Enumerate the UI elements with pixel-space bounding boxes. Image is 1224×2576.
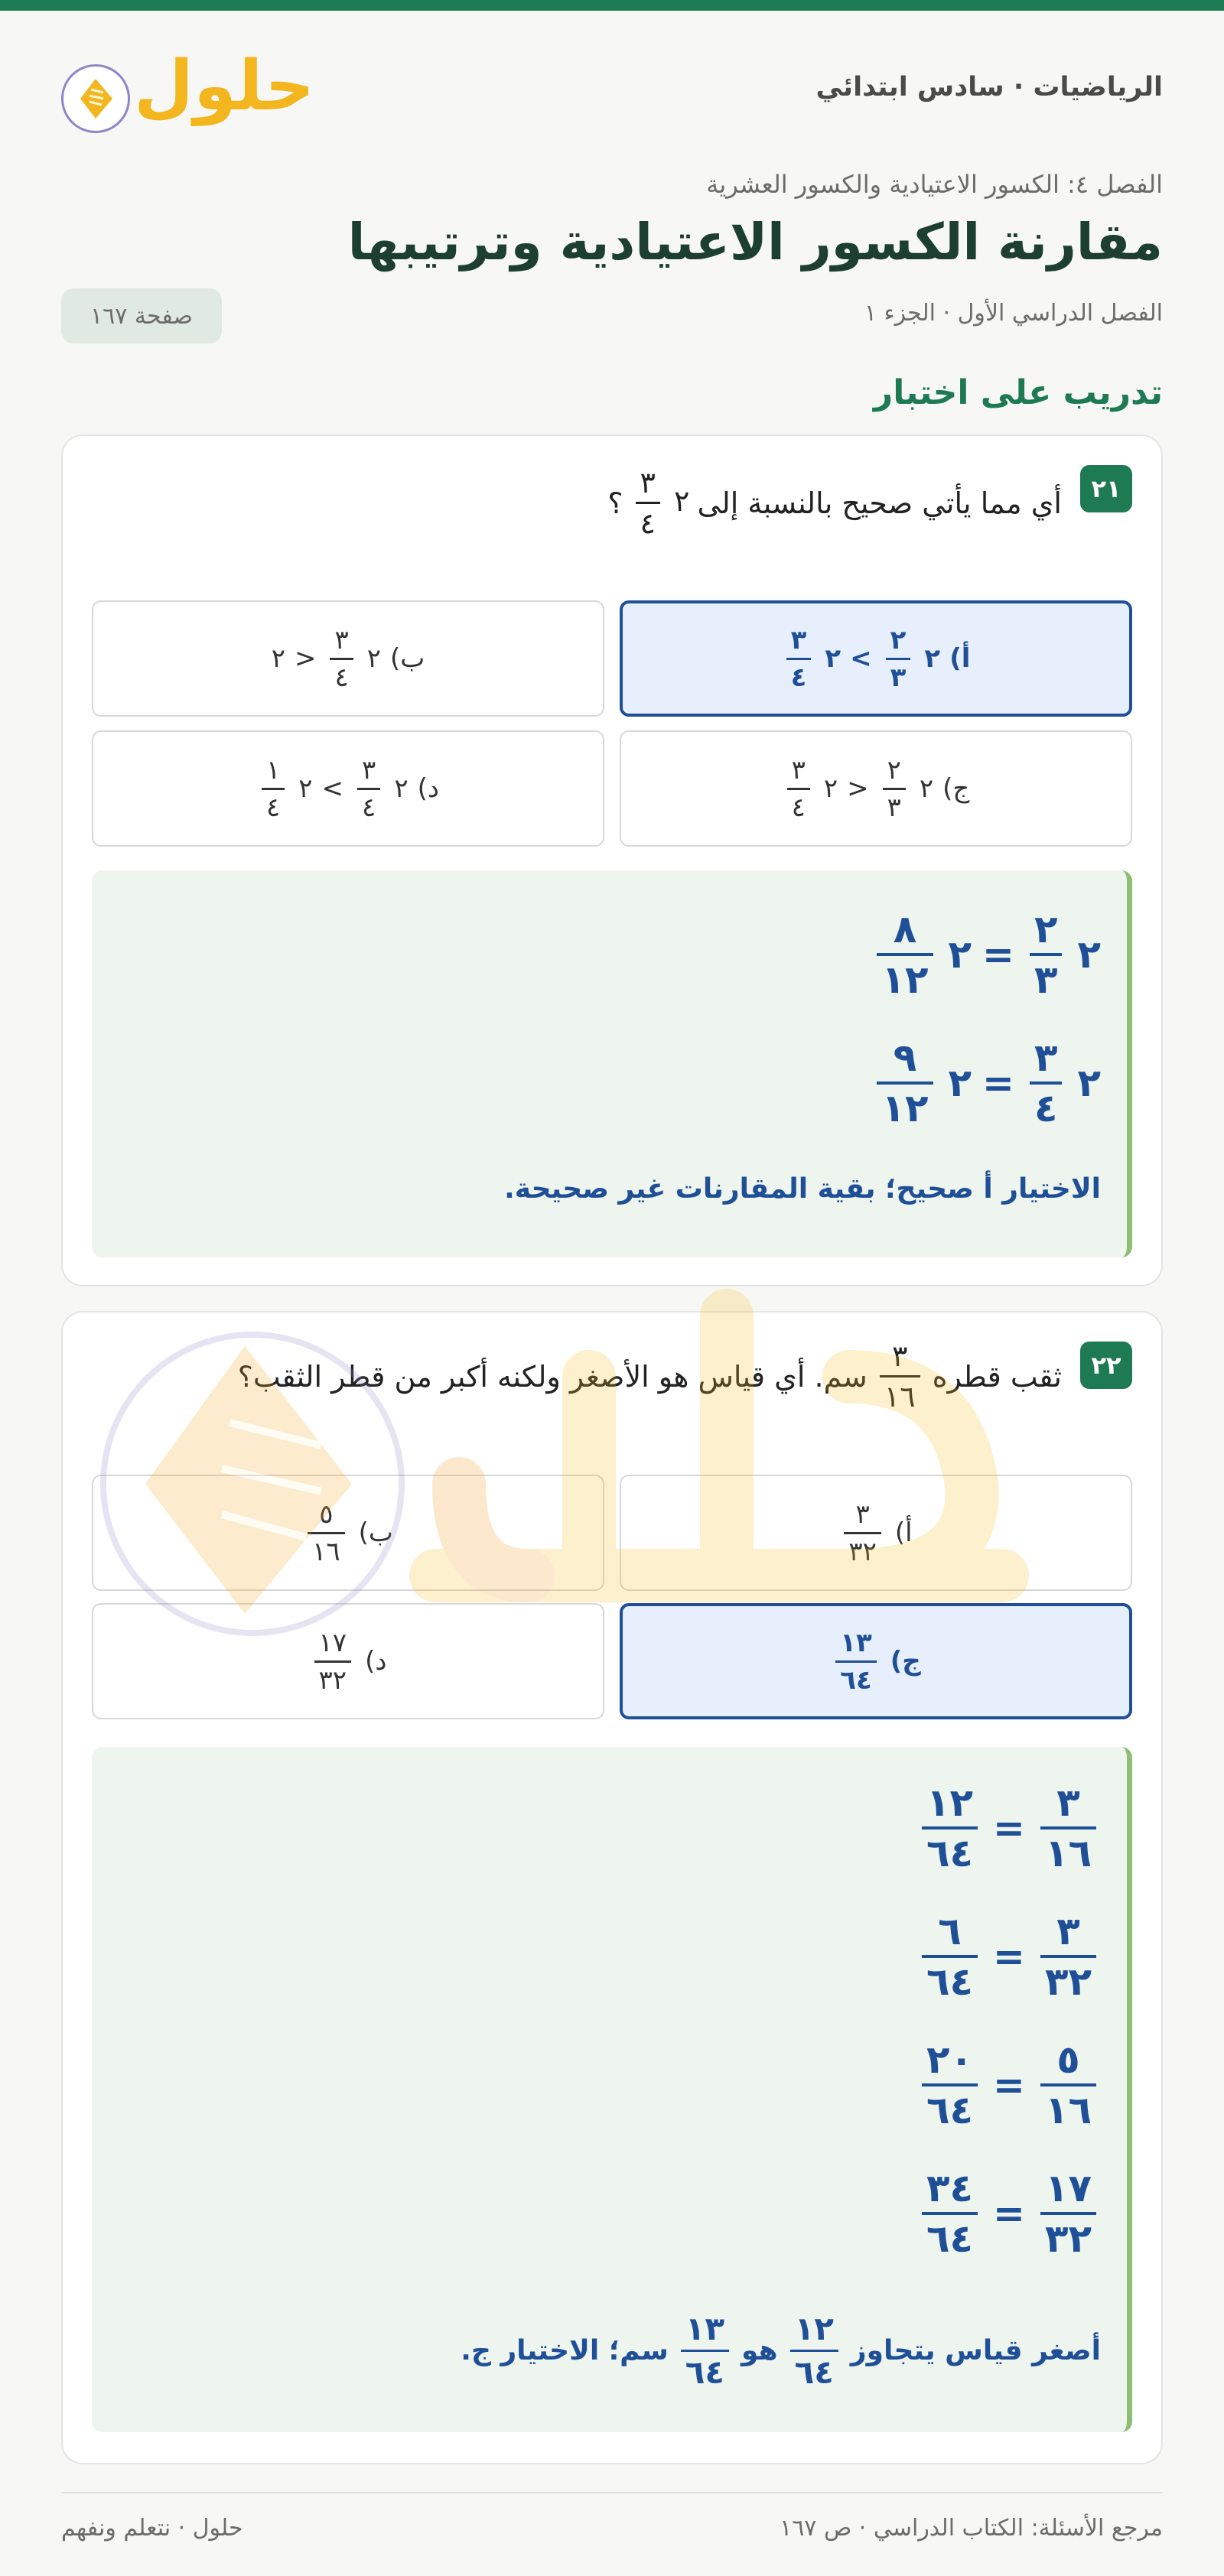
solution-equation — [917, 2038, 1101, 2132]
whole-part: ٢ — [271, 643, 285, 674]
numerator: ١٢ — [794, 2310, 834, 2347]
option-a[interactable] — [620, 1475, 1132, 1591]
denominator: ٤ — [786, 658, 812, 691]
denominator: ٣ — [886, 658, 911, 691]
option-b[interactable] — [92, 600, 604, 717]
option-d[interactable] — [92, 1603, 604, 1719]
denominator: ١٦ — [1040, 1826, 1096, 1872]
whole-part: ٢ — [948, 932, 972, 977]
solution-box — [92, 1747, 1132, 2432]
fraction — [922, 1781, 978, 1875]
numerator: ٣ — [1056, 1909, 1080, 1953]
denominator: ١٦ — [308, 1532, 345, 1565]
fraction — [357, 754, 380, 823]
denominator: ٤ — [357, 788, 380, 821]
denominator: ٦٤ — [835, 1660, 877, 1693]
option-label: ب) — [358, 1517, 393, 1548]
brand-logo[interactable] — [61, 46, 315, 139]
semester-label: الفصل الدراسي الأول · الجزء ١ — [864, 300, 1163, 327]
numerator: ١٢ — [926, 1781, 974, 1825]
question-mark: ؟ — [607, 486, 623, 520]
numerator: ٣ — [891, 1339, 908, 1373]
denominator: ٣٢ — [844, 1532, 881, 1565]
fraction — [1030, 907, 1063, 1002]
mixed-number — [631, 468, 690, 538]
fraction — [835, 1627, 877, 1696]
comparison-sign: < — [847, 773, 869, 804]
fraction — [922, 1909, 978, 2004]
fraction — [922, 2166, 978, 2261]
equals-sign: = — [993, 2191, 1025, 2236]
option-label: أ) — [949, 643, 971, 674]
fraction — [330, 624, 353, 693]
solution-equation — [917, 2166, 1101, 2261]
numerator: ٨ — [893, 907, 917, 951]
whole-part: ٢ — [1077, 1061, 1101, 1105]
whole-part: ٢ — [823, 773, 838, 804]
whole-part: ٢ — [1077, 932, 1101, 977]
denominator: ١٢ — [877, 1081, 933, 1127]
denominator: ١٦ — [880, 1375, 920, 1411]
denominator: ٦٤ — [681, 2350, 729, 2389]
fraction — [877, 907, 933, 1002]
fraction — [790, 2310, 838, 2391]
page-title: مقارنة الكسور الاعتيادية وترتيبها — [347, 213, 1163, 272]
fraction — [786, 624, 812, 693]
numerator: ٦ — [938, 1909, 962, 1953]
top-accent-bar — [0, 0, 1224, 11]
denominator: ٣٢ — [314, 1660, 352, 1693]
whole-part: ٢ — [366, 643, 382, 674]
option-label: ج) — [942, 773, 970, 804]
denominator: ٤ — [1030, 1081, 1063, 1127]
comparison-sign: < — [294, 643, 317, 674]
option-c[interactable] — [620, 730, 1132, 847]
denominator: ١٢ — [877, 953, 933, 999]
question-text-start: أي مما يأتي صحيح بالنسبة إلى — [697, 486, 1062, 520]
option-b[interactable] — [92, 1475, 604, 1591]
solution-equation — [917, 1909, 1101, 2004]
conclusion-text: سم؛ الاختيار ج. — [461, 2335, 669, 2366]
denominator: ٣ — [1030, 953, 1063, 999]
whole-part: ٢ — [298, 773, 313, 804]
option-label: د) — [417, 773, 439, 804]
comparison-sign: > — [321, 773, 344, 804]
chapter-label: الفصل ٤: الكسور الاعتيادية والكسور العشرية — [706, 170, 1163, 199]
denominator: ١٦ — [1040, 2083, 1096, 2129]
denominator: ٤ — [787, 788, 810, 821]
page-number-badge: صفحة ١٦٧ — [61, 288, 222, 343]
fraction — [1040, 1781, 1096, 1875]
solution-equation — [917, 1781, 1101, 1875]
numerator: ٣ — [362, 754, 376, 785]
numerator: ١٣ — [685, 2310, 725, 2347]
footer-brand: حلول · نتعلم ونفهم — [61, 2515, 243, 2542]
numerator: ٢ — [890, 624, 907, 655]
fraction — [886, 624, 911, 693]
equals-sign: = — [982, 1061, 1014, 1105]
question-text — [607, 468, 1062, 538]
numerator: ٢ — [1034, 907, 1058, 951]
fraction — [787, 754, 810, 823]
denominator: ٦٤ — [922, 1826, 978, 1872]
solution-conclusion: الاختيار أ صحيح؛ بقية المقارنات غير صحيحة. — [504, 1173, 1101, 1205]
comparison-sign: > — [850, 643, 872, 674]
whole-part: ٢ — [825, 643, 842, 674]
denominator: ٤ — [262, 788, 285, 821]
whole-part: ٢ — [924, 643, 941, 674]
fraction — [636, 468, 660, 538]
whole-part: ٢ — [948, 1061, 972, 1105]
conclusion-text: هو — [741, 2335, 778, 2366]
whole-part: ٢ — [394, 773, 409, 804]
numerator: ٣ — [791, 754, 806, 785]
numerator: ٣٤ — [926, 2166, 974, 2210]
option-label: ب) — [390, 643, 425, 674]
fraction — [314, 1627, 352, 1696]
question-number: ٢١ — [1080, 465, 1132, 512]
numerator: ٩ — [893, 1036, 917, 1080]
option-d[interactable] — [92, 730, 604, 847]
numerator: ٢٠ — [926, 2038, 974, 2082]
numerator: ٣ — [790, 624, 807, 655]
fraction — [1030, 1036, 1063, 1130]
fraction — [262, 754, 285, 823]
numerator: ١٧ — [318, 1627, 347, 1658]
fraction — [880, 1339, 920, 1413]
denominator: ٤ — [636, 502, 660, 538]
denominator: ٦٤ — [922, 1955, 978, 2001]
numerator: ٣ — [855, 1498, 870, 1530]
logo-text: حلول — [134, 46, 315, 126]
option-a[interactable] — [620, 600, 1132, 717]
question-card-21 — [61, 434, 1163, 1286]
numerator: ١ — [266, 754, 281, 785]
numerator: ٣ — [640, 466, 656, 499]
denominator: ٣٢ — [1040, 2212, 1096, 2258]
question-card-22 — [61, 1311, 1163, 2464]
denominator: ٦٤ — [922, 2083, 978, 2129]
fraction — [308, 1498, 345, 1567]
question-number: ٢٢ — [1080, 1342, 1132, 1389]
whole-part: ٢ — [674, 484, 690, 518]
denominator: ٦٤ — [790, 2350, 838, 2389]
conclusion-text: أصغر قياس يتجاوز — [850, 2335, 1101, 2366]
fraction — [844, 1498, 881, 1567]
fraction — [1040, 2166, 1096, 2261]
numerator: ٣ — [334, 624, 349, 655]
fraction — [922, 2038, 978, 2132]
equals-sign: = — [993, 2063, 1025, 2107]
fraction — [681, 2310, 729, 2391]
section-title: تدريب على اختبار — [873, 373, 1163, 412]
denominator: ٤ — [330, 658, 353, 691]
footer-reference: مرجع الأسئلة: الكتاب الدراسي · ص ١٦٧ — [780, 2515, 1163, 2542]
numerator: ١٧ — [1044, 2166, 1092, 2210]
denominator: ٣٢ — [1040, 1955, 1096, 2001]
question-text-start: ثقب قطره — [932, 1359, 1062, 1394]
solution-equation — [872, 907, 1101, 1002]
question-text — [237, 1339, 1062, 1413]
fraction — [883, 754, 906, 823]
equals-sign: = — [993, 1934, 1025, 1979]
option-label: أ) — [894, 1517, 913, 1548]
footer-divider — [61, 2492, 1163, 2493]
numerator: ٢ — [887, 754, 901, 785]
header — [61, 47, 1163, 139]
numerator: ٣ — [1034, 1036, 1058, 1080]
question-text-end: سم. أي قياس هو الأصغر ولكنه أكبر من قطر الثقب؟ — [237, 1359, 868, 1394]
fraction — [1040, 1909, 1096, 2004]
equals-sign: = — [982, 932, 1014, 977]
solution-equation — [872, 1036, 1101, 1130]
numerator: ٥ — [1056, 2038, 1080, 2082]
solution-box — [92, 870, 1132, 1257]
numerator: ٣ — [1056, 1781, 1080, 1825]
numerator: ٥ — [319, 1498, 334, 1530]
subject-grade: الرياضيات · سادس ابتدائي — [815, 72, 1163, 102]
logo-book-icon — [61, 64, 130, 133]
option-c[interactable] — [620, 1603, 1132, 1719]
solution-conclusion — [461, 2310, 1101, 2391]
fraction — [877, 1036, 933, 1130]
whole-part: ٢ — [919, 773, 934, 804]
option-label: ج) — [890, 1646, 921, 1677]
option-label: د) — [365, 1646, 387, 1677]
numerator: ١٣ — [840, 1627, 872, 1658]
equals-sign: = — [993, 1806, 1025, 1850]
fraction — [1040, 2038, 1096, 2132]
denominator: ٣ — [883, 788, 906, 821]
denominator: ٦٤ — [922, 2212, 978, 2258]
